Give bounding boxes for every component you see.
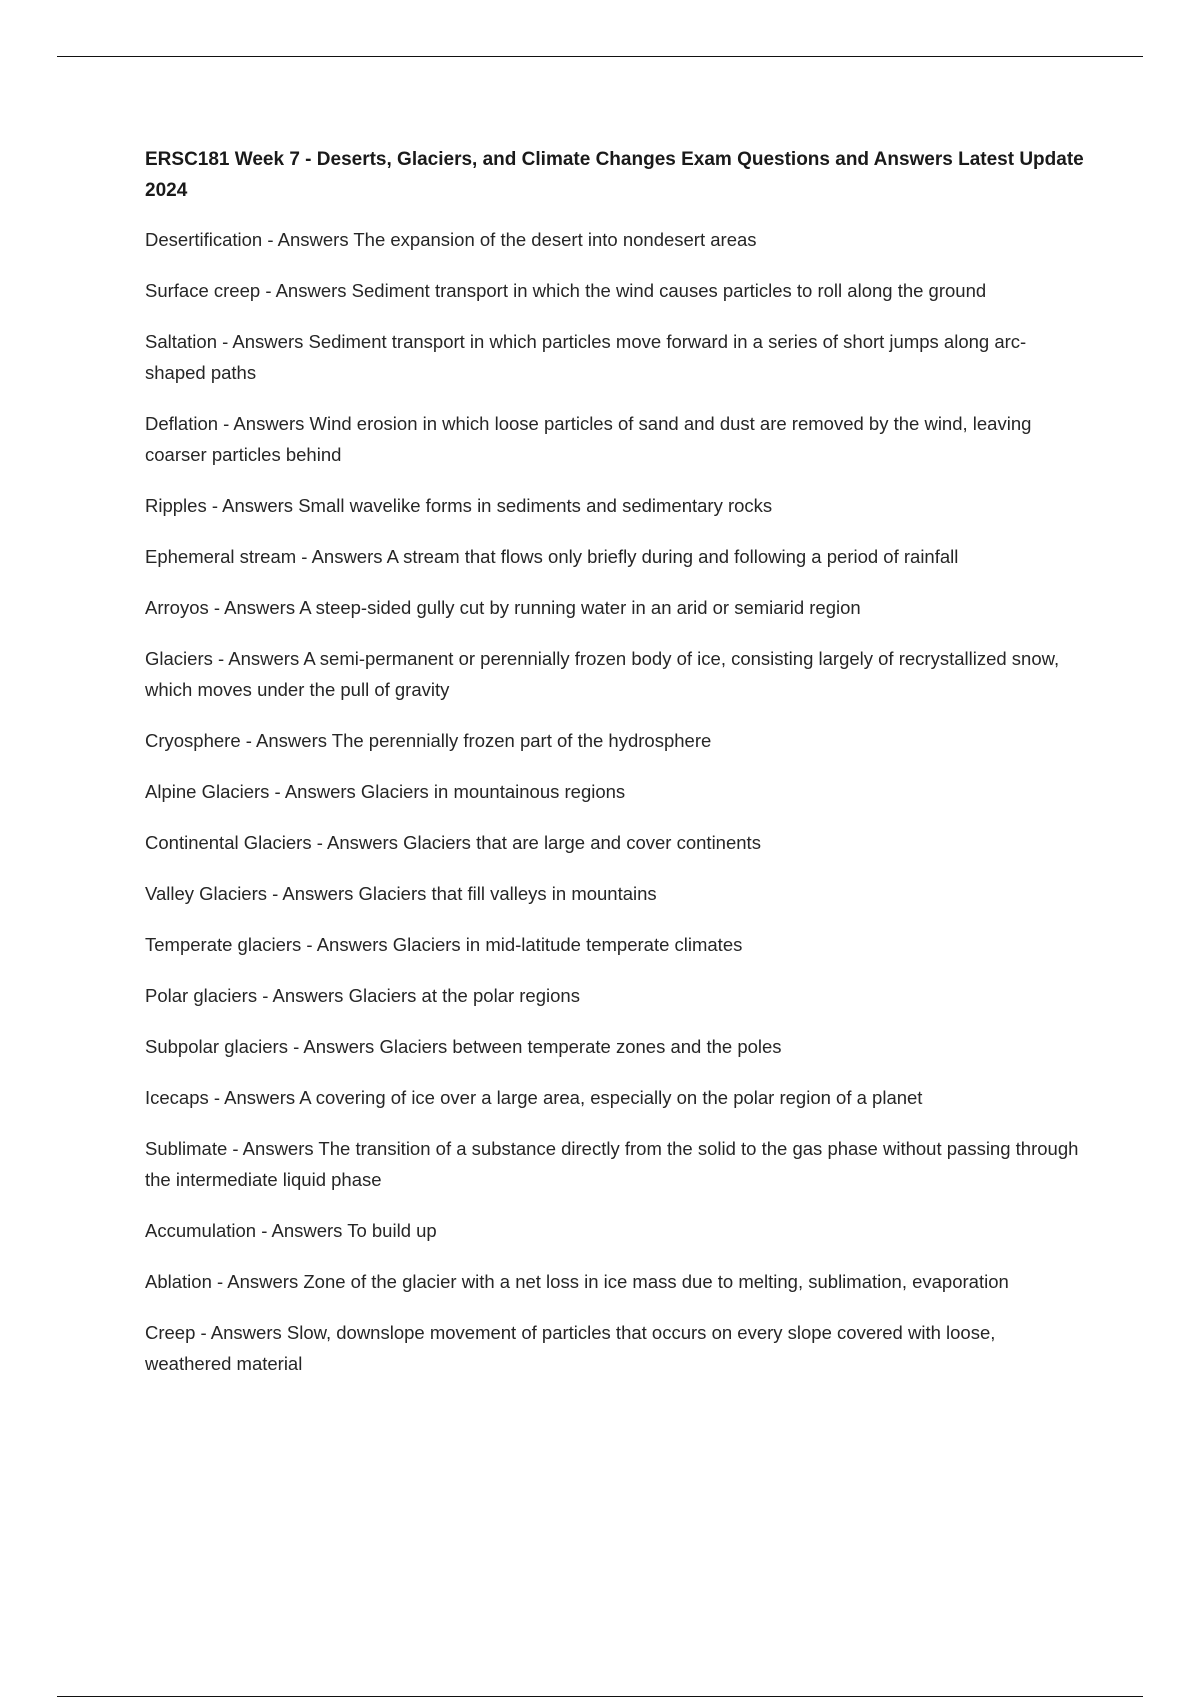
- entry-glaciers: Glaciers - Answers A semi-permanent or perennially frozen body of ice, consisting largely of recrystallized snow, which moves under the pull of gravity: [145, 648, 1060, 700]
- entry-polar-glaciers: Polar glaciers - Answers Glaciers at the polar regions: [145, 985, 580, 1006]
- document-body: [145, 144, 1085, 1399]
- entry-valley-glaciers: Valley Glaciers - Answers Glaciers that fill valleys in mountains: [145, 883, 657, 904]
- entry-saltation: Saltation - Answers Sediment transport in which particles move forward in a series of short jumps along arc-shaped paths: [145, 331, 1027, 383]
- entry-subpolar-glaciers: Subpolar glaciers - Answers Glaciers between temperate zones and the poles: [145, 1036, 782, 1057]
- entry-temperate-glaciers: Temperate glaciers - Answers Glaciers in mid-latitude temperate climates: [145, 934, 743, 955]
- entry-accumulation: Accumulation - Answers To build up: [145, 1220, 437, 1241]
- header-rule: [57, 56, 1143, 57]
- entry-creep: Creep - Answers Slow, downslope movement of particles that occurs on every slope covered with loose, weathered material: [145, 1322, 996, 1374]
- entry-arroyos: Arroyos - Answers A steep-sided gully cut by running water in an arid or semiarid region: [145, 597, 861, 618]
- entry-surface-creep: Surface creep - Answers Sediment transport in which the wind causes particles to roll along the ground: [145, 280, 987, 301]
- entry-ablation: Ablation - Answers Zone of the glacier with a net loss in ice mass due to melting, sublimation, evaporation: [145, 1271, 1009, 1292]
- entry-sublimate: Sublimate - Answers The transition of a substance directly from the solid to the gas phase without passing through the intermediate liquid phase: [145, 1138, 1079, 1190]
- entry-continental-glaciers: Continental Glaciers - Answers Glaciers that are large and cover continents: [145, 832, 761, 853]
- entry-desertification: Desertification - Answers The expansion of the desert into nondesert areas: [145, 229, 757, 250]
- entry-icecaps: Icecaps - Answers A covering of ice over a large area, especially on the polar region of a planet: [145, 1087, 923, 1108]
- entry-deflation: Deflation - Answers Wind erosion in which loose particles of sand and dust are removed by the wind, leaving coarser particles behind: [145, 413, 1032, 465]
- entry-cryosphere: Cryosphere - Answers The perennially frozen part of the hydrosphere: [145, 730, 712, 751]
- entry-ripples: Ripples - Answers Small wavelike forms in sediments and sedimentary rocks: [145, 495, 773, 516]
- entry-alpine-glaciers: Alpine Glaciers - Answers Glaciers in mountainous regions: [145, 781, 626, 802]
- document-title: ERSC181 Week 7 - Deserts, Glaciers, and Climate Changes Exam Questions and Answers Latest Update 2024: [145, 149, 1084, 201]
- footer-rule: [57, 1696, 1143, 1697]
- entry-ephemeral-stream: Ephemeral stream - Answers A stream that flows only briefly during and following a period of rainfall: [145, 546, 959, 567]
